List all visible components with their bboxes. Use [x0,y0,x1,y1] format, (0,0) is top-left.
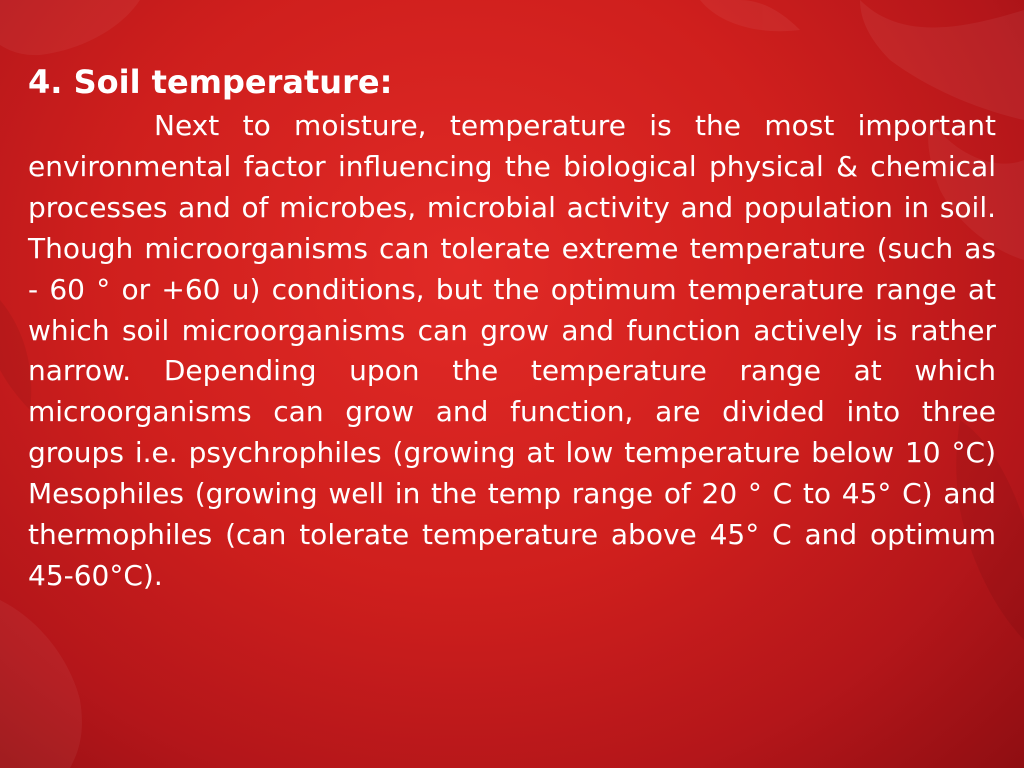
slide-content [28,62,996,597]
slide-body-text: Next to moisture, temperature is the most important environmental factor influencing the biological physical & chemical processes and of microbes, microbial activity and population in soil. Though microorganisms can tolerate extreme temperature (such as - 60 ° or +60 u) conditions, but the optimum temperature range at which soil microorganisms can grow and function actively is rather narrow. Depending upon the temperature range at which microorganisms can grow and function, are divided into three groups i.e. psychrophiles (growing at low temperature below 10 °C) Mesophiles (growing well in the temp range of 20 ° C to 45° C) and thermophiles (can tolerate temperature above 45° C and optimum 45-60°C). [28,109,996,592]
slide-title: 4. Soil temperature: [28,63,393,101]
